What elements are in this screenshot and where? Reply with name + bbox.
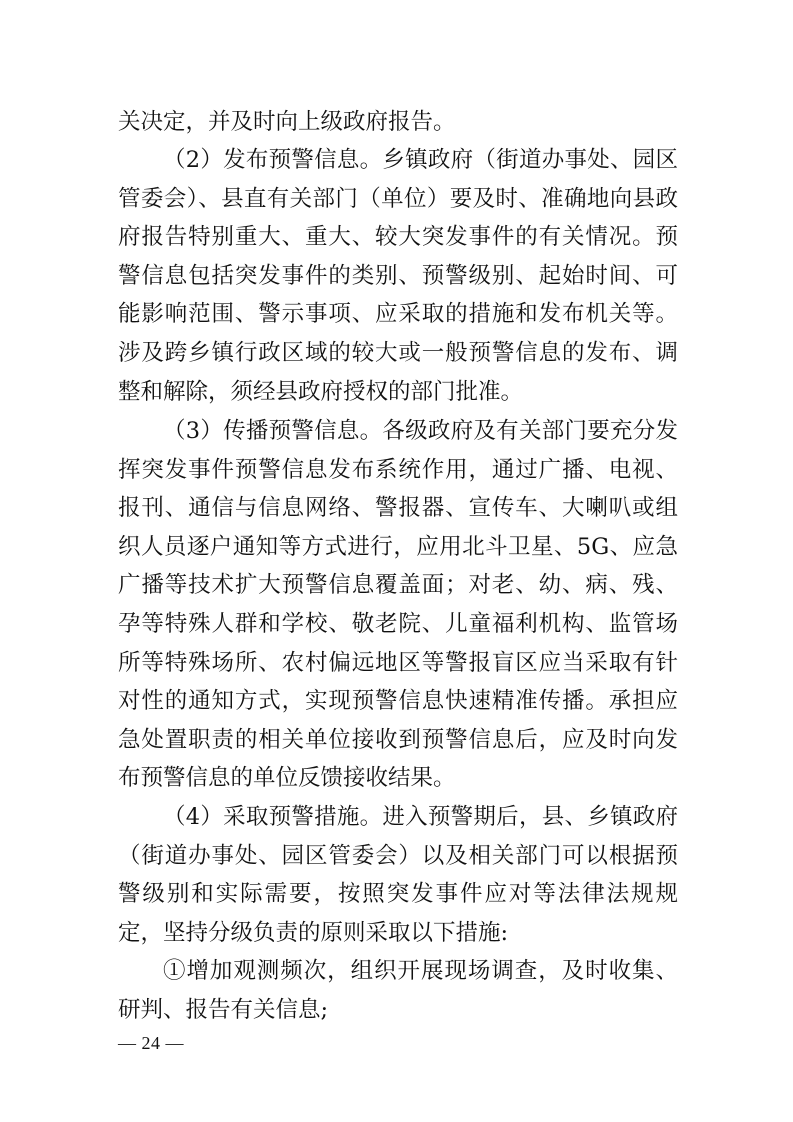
paragraph-measure-item-1: ①增加观测频次，组织开展现场调查，及时收集、研判、报告有关信息; xyxy=(118,958,678,1023)
paragraph-publish-warning: （2）发布预警信息。乡镇政府（街道办事处、园区管委会）、县直有关部门（单位）要及时、准确地向县政府报告特别重大、重大、较大突发事件的有关情况。预警信息包括突发事件的类别、预警级别、起始时间、可能影响范围、警示事项、应采取的措施和发布机关等。涉及跨乡镇行政区域的较大或一般预警信息的发布、调整和解除，须经县政府授权的部门批准。 xyxy=(118,147,678,405)
paragraph-warning-measures: （4）采取预警措施。进入预警期后，县、乡镇政府（街道办事处、园区管委会）以及相关部门可以根据预警级别和实际需要，按照突发事件应对等法律法规规定，坚持分级负责的原则采取以下措施: xyxy=(118,804,678,946)
paragraph-continuation: 关决定，并及时向上级政府报告。 xyxy=(118,109,456,135)
page-number: — 24 — xyxy=(118,1033,184,1053)
paragraph-spread-warning: （3）传播预警信息。各级政府及有关部门要充分发挥突发事件预警信息发布系统作用，通过广播、电视、报刊、通信与信息网络、警报器、宣传车、大喇叭或组织人员逐户通知等方式进行，应用北斗卫星、5G、应急广播等技术扩大预警信息覆盖面；对老、幼、病、残、孕等特殊人群和学校、敬老院、儿童福利机构、监管场所等特殊场所、农村偏远地区等警报盲区应当采取有针对性的通知方式，实现预警信息快速精准传播。承担应急处置职责的相关单位接收到预警信息后，应及时向发布预警信息的单位反馈接收结果。 xyxy=(118,418,678,792)
